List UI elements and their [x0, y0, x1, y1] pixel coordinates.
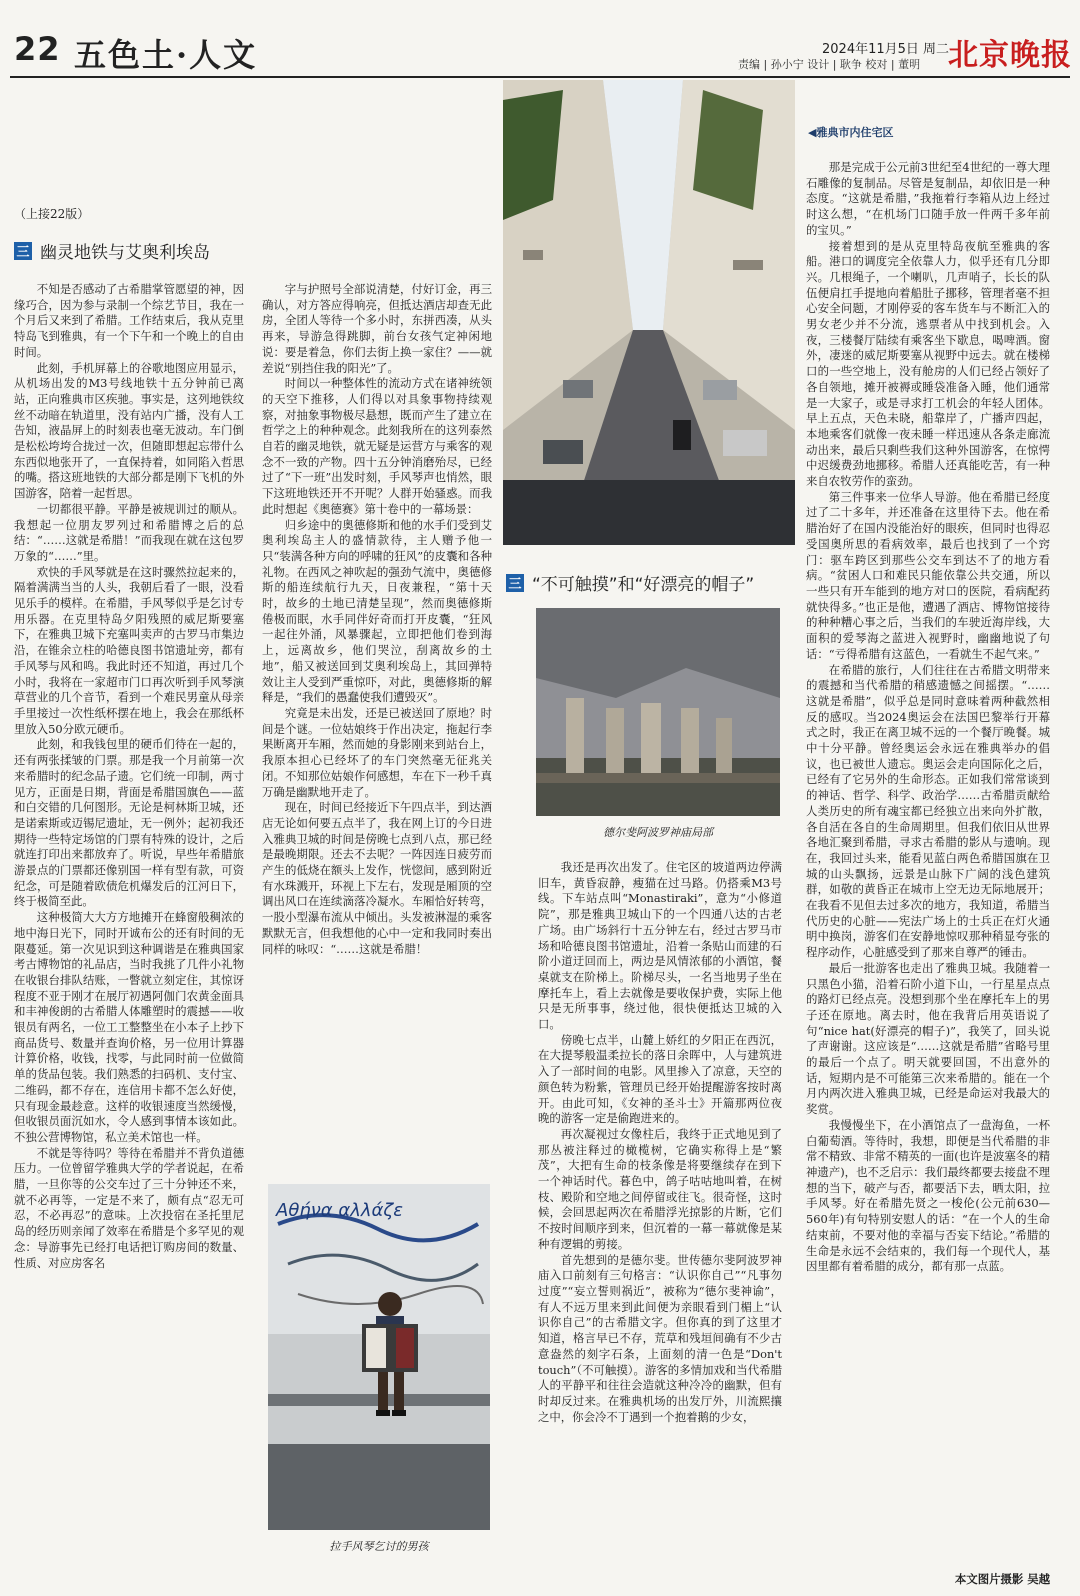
accordion-photo-caption: 拉手风琴乞讨的男孩 [329, 1540, 429, 1553]
header-rule [10, 76, 1070, 78]
paragraph: 时间以一种整体性的流动方式在诸神统领的天空下推移，人们得以对具象事物持续观察，对抽象事物极尽悬想，既而产生了建立在哲学之上的种种观念。此刻我所在的这列泰然自若的幽灵地铁，就无疑是运营方与乘客的观念不一致的产物。四十五分钟消磨殆尽，已经过了“下一班”出发时刻，手风琴声也悄然，眼下这班地铁还开不开呢？人群开始骚惑。而我此时想起《奥德赛》第十卷中的一幕场景： [262, 376, 492, 516]
accordion-boy-photo [268, 1184, 490, 1530]
paragraph: 归乡途中的奥德修斯和他的水手们受到艾奥利埃岛主人的盛情款待，主人赠予他一只“装满各种方向的呼啸的狂风”的皮囊和各种礼物。在西风之神吹起的强劲气流中，奥德修斯的船连续航行九天，日夜兼程，“第十天时，故乡的土地已清楚呈现”，然而奥德修斯倦极而眠，水手同伴好奇而打开皮囊，“狂风一起往外涌，风暴骤起，立即把他们卷到海上，远离故乡，他们哭泣，刮离故乡的土地”，船又被送回到艾奥利埃岛上，其回弹特效让主人受到严重惊吓，对此，奥德修斯的解释是，“我们的愚蠢使我们遭毁灭”。 [262, 517, 492, 705]
paragraph: 这种极简大大方方地摊开在蜂窗般稠浓的地中海日光下，同时开诚布公的还有时间的无限蔓延。第一次见识到这种调谐是在雅典国家考古博物馆的礼品店，当时我挑了几件小礼物在收银台排队结账，一瞥就立刻定住，其惊讶程度不亚于刚才在展厅初遇阿伽门农黄金面具和丰神俊朗的古希腊人体雕塑时的震撼——收银员有两名，一位工工整整坐在小本子上抄下商品货号、数量并查询价格，另一位用计算器计算价格，收钱，找零，与此同时前一位做简单的货品包装。我们熟悉的扫码机、支付宝、二维码，都不存在，连信用卡都不怎么好使，只有现金最趁意。这样的收银速度当然缓慢，但收银员面沉如水，令人感到事情本该如此。不独公营博物馆，私立美术馆也一样。 [14, 910, 244, 1144]
paragraph: 接着想到的是从克里特岛夜航至雅典的客船。港口的调度完全依靠人力，似乎还有几分即兴。几根绳子，一个喇叭，几声哨子，长长的队伍便肩扛手提地向着船肚子挪移，管理者毫不担心安全问题，才刚停妥的客车货车与不断汇入的男女老少并不分流，逃票者从中找到机会。入夜，三楼餐厅陆续有乘客坐下歇息，喝啤酒。窗外，凄迷的威尼斯要塞从视野中远去。就在楼梯口的一些空地上，没有舱房的人们已经占领好了各自领地，摊开被褥或睡袋准备入睡，他们通常是一大家子，或是寻求打工机会的年轻人团体。早上五点，天色未晓，船靠岸了，广播声四起，本地乘客们就像一夜未睡一样迅速从各条走廊流动出来，最后只剩些我们这种外国游客，在惊愕中迟缓费劲地挪移。希腊人还真能吃苦，有一种来自农牧劳作的蛮劲。 [806, 238, 1050, 489]
page-number: 22 [14, 30, 61, 68]
graffiti-text: Αθήνα αλλάζε [276, 1200, 403, 1221]
paragraph: 再次凝视过女像柱后，我终于正式地见到了那丛被注释过的橄榄树，它确实称得上是“繁茂”，大把有生命的枝条像是将要继续存在到下一个神话时代。暮色中，鸽子咕咕地叫着，在树枝、殿阶和空地之间停留或往飞。很奇怪，这时候，会回思起两次在希腊浮光掠影的片断，它们不按时间顺序到来，但沉着的一幕一幕就像是某种有逻辑的剪接。 [538, 1126, 782, 1251]
issue-date: 2024年11月5日 周二 [822, 42, 950, 57]
paragraph: 傍晚七点半，山麓上娇红的夕阳正在西沉，在大提琴般温柔拉长的落日余晖中，人与建筑进入了一部时间的电影。风里掺入了凉意，天空的颜色转为粉紫，管理员已经开始提醒游客按时离开。由此可知，《女神的圣斗士》开篇那两位夜晚的游客一定是偷跑进来的。 [538, 1032, 782, 1126]
article-column-1 [14, 282, 244, 1586]
paragraph: 现在，时间已经接近下午四点半，到达酒店无论如何要五点半了，我在网上订的今日进入雅典卫城的时间是傍晚七点到八点，那已经是最晚期限。还去不去呢？一阵因连日疲劳而产生的低烧在额头上发作，恍惚间，感到附近有水珠溅开，环视上下左右，发现是厢顶的空调出风口在连续滴落冷凝水。车厢恰好转弯，一股小型瀑布流从中倾出。头发被淋湿的乘客默默无言，但我想他的心中一定和我同时奏出同样的咏叹：“……这就是希腊！ [262, 800, 492, 956]
paragraph: 首先想到的是德尔斐。世传德尔斐阿波罗神庙入口前刻有三句格言：“认识你自己”“凡事勿过度”“妄立誓则祸近”，被称为“德尔斐神谕”，有人不远万里来到此间便为亲眼看到门楣上“认识你自己”的古希腊文字。但你真的到了这里才知道，格言早已不存，荒草和残垣间确有不少古意盎然的刻字石条，上面刻的清一色是“Don't touch”（不可触摸）。游客的多情加戏和当代希腊人的平静平和往往会造就这种冷冷的幽默，但有时却反过来。在雅典机场的出发厅外，川流熙攘之中，你会冷不丁遇到一个抱着鹅的少女， [538, 1252, 782, 1424]
section-title-2: “不可触摸”和“好漂亮的帽子” [532, 575, 755, 595]
paragraph: 那是完成于公元前3世纪至4世纪的一尊大理石雕像的复制品。尽管是复制品，却依旧是一种态度。“这就是希腊，”我拖着行李箱从边上经过时这么想，“在机场门口随手放一件两千多年前的宝贝。” [806, 160, 1050, 237]
paragraph: 我还是再次出发了。住宅区的坡道两边停满旧车，黄昏寂静，瘦猫在过马路。仍搭乘M3号线。下车站点叫“Monastiraki”，意为“小修道院”，那是雅典卫城山下的一个四通八达的古老广场。由广场斜行十五分钟左右，经过古罗马市场和哈德良图书馆遗址，沿着一条贴山而建的石阶小道迂回而上，两边是风情浓郁的小酒馆，餐桌就支在阶梯上。阶梯尽头，一名当地男子坐在摩托车上，看上去就像是要收保护费，实际上他只是无所事事，绕过他，很快便抵达卫城的入口。 [538, 860, 782, 1032]
photo-credit: 本文图片摄影 吴越 [954, 1572, 1050, 1586]
delphi-photo-caption: 德尔斐阿波罗神庙局部 [603, 826, 713, 839]
section-marker-icon: 三 [14, 242, 32, 260]
athens-street-photo [503, 80, 795, 545]
section-marker-icon: 三 [506, 574, 524, 592]
section-title-1: 幽灵地铁与艾奥利埃岛 [40, 243, 210, 263]
paragraph: 欢快的手风琴就是在这时骤然拉起来的，隔着满满当当的人头，我朝后看了一眼，没看见乐手的模样。在希腊，手风琴似乎是乞讨专用乐器。在克里特岛夕阳残照的威尼斯要塞下，在雅典卫城下充塞叫卖声的古罗马市集边沿，在锥余立柱的哈德良图书馆遗址旁，都有手风琴与风和鸣。我此时还不知道，再过几个小时，我将在一家超市门口再次听到手风琴演草营业的几个音节，看到一个难民男童从母亲手里接过一次性纸杯摆在地上，我会在那纸杯里放入50分欧元硬币。 [14, 564, 244, 736]
article-column-3 [538, 860, 782, 1586]
paragraph: 此刻，手机屏幕上的谷歌地图应用显示，从机场出发的M3号线地铁十五分钟前已离站，正向雅典市区疾驰。事实是，这列地铁纹丝不动暗在轨道里，没有站内广播，没有人工告知，液晶屏上的时刻表也毫无波动。车门倒是松松垮垮合拢过一次，但随即想起忘带什么东西似地张开了，一直保持着，如同陷入哲思的嘴。搭这班地铁的大部分都是刚下飞机的外国游客，陪着一起哲思。 [14, 360, 244, 501]
paragraph: 在希腊的旅行，人们往往在古希腊文明带来的震撼和当代希腊的稍感遗憾之间摇摆。“……这就是希腊”，似乎总是同时意味着两种截然相反的感叹。当2024奥运会在法国巴黎举行开幕式之时，我正在离卫城不远的一个餐厅晚餐。城中十分平静。曾经奥运会永远在雅典举办的倡议，也已被世人遗忘。奥运会走向国际化之后，已经有了它另外的生命形态。正如我们常常谈到的神话、哲学、科学、政治学……古希腊贡献给人类历史的所有魂宝都已经独立出来向外扩散，各自活在各自的生命周期里。但我们依旧从世界各地汇聚到希腊，寻求古希腊的影从与遗响。现在，我回过头来，能看见蓝白两色希腊国旗在卫城的山头飘扬，远景是山脉下广阔的浅色建筑群，如敬的黄昏正在城市上空无边无际地展开；在我看不见但去过多次的地方，我知道，希腊当代历史的心脏——宪法广场上的士兵正在灯火通明中换岗，游客们在安静地惊叹那种稍显夸张的程序动作，心脏感受到了那来自尊严的锤击。 [806, 662, 1050, 960]
paragraph: 一切都很平静。平静是被规训过的顺从。我想起一位朋友罗列过和希腊博之后的总结：“……这就是希腊！”而我现在就在这包罗万象的“……”里。 [14, 501, 244, 563]
paragraph: 究竟是未出发，还是已被送回了原地？时间是个谜。一位姑娘终于作出决定，拖起行李果断离开车厢，然而她的身影刚来到站台上，我原本担心已经坏了的车门突然毫无征兆关闭。不知那位姑娘作何感想，车在下一秒千真万确是幽默地开走了。 [262, 705, 492, 799]
section-name: 五色土·人文 [74, 36, 258, 74]
delphi-temple-photo [536, 608, 780, 816]
masthead-logo: 北京晚报 [948, 38, 1072, 73]
paragraph: 字与护照号全部说清楚，付好订金，再三确认，对方答应得响亮，但抵达酒店却查无此房，全团人等待一个多小时，东拼西凑，从头再来，导游急得跳脚，前台女孩气定神闲地说：要是着急，你们去街上换一家住？——就差说“别挡住我的阳光”了。 [262, 282, 492, 375]
paragraph: 我慢慢坐下，在小酒馆点了一盘海鱼，一杯白葡萄酒。等待时，我想，即便是当代希腊的非常不精致、非常不精英的一面(也许是波塞冬的精神遗产)，也不乏启示：我们最终都要去接盘不理想的当下，破产与否，都要活下去，晒太阳，拉手风琴。好在希腊先贤之一梭伦(公元前630—560年)有句特别安慰人的话：“在一个人的生命结束前，不要对他的幸福与否妄下结论。”希腊的生命是永远不会结束的，我们每一个现代人，基因里都有着希腊的成分，都有那一点蓝。 [806, 1117, 1050, 1274]
paragraph: 不知是否感动了古希腊掌管愿望的神，因缘巧合，因为参与录制一个综艺节目，我在一个月后又来到了希腊。工作结束后，我从克里特岛飞到雅典，有一个下午和一个晚上的自由时间。 [14, 282, 244, 359]
street-photo-caption: ◀雅典市内住宅区 [808, 126, 894, 139]
article-column-2 [262, 282, 492, 1172]
paragraph: 此刻，和我钱包里的硬币们待在一起的，还有两张揉皱的门票。那是我一个月前第一次来希腊时的纪念品子遗。它们统一印制，两寸见方，正面是日期，背面是希腊国旗色——蓝和白交错的几何图形。无论是柯林斯卫城，还是诺索斯或迈锡尼遗址，无一例外；起初我还期待一些特定场馆的门票有特殊的设计，之后就连打印出来都放弃了。听说，早些年希腊旅游景点的门票都还像别国一样有型有款，可资纪念，可是随着欧债危机爆发后的江河日下，终于极简至此。 [14, 737, 244, 909]
staff-credits: 责编 | 孙小宁 设计 | 耿争 校对 | 董明 [738, 58, 921, 71]
article-column-4 [806, 160, 1050, 1570]
paragraph: 第三件事来一位华人导游。他在希腊已经度过了二十多年，并还准备在这里待下去。他在希腊治好了在国内没能治好的眼疾，但同时也得忍受国奥所思的看病效率，最后也找到了一个窍门：驱车跨区到那些公交车到达不了的地方看病。“贫困人口和难民只能依靠公共交通，所以一些只有开车能到的地方对口的医院，看病配药就快得多。”也正是他，遭遇了酒店、博物馆接待的种种糟心事之后，当我们的车驶近海岸线，大面积的爱琴海之蓝进入视野时，幽幽地说了句话：“亏得希腊有这蓝色，一看就生不起气来。” [806, 489, 1050, 661]
section-heading-2 [506, 570, 754, 595]
paragraph: 不就是等待吗？等待在希腊并不背负道德压力。一位曾留学雅典大学的学者说起，在希腊，一旦你等的公交车过了三十分钟还不来，就不必再等，一定是不来了，颇有点“忍无可忍，不必再忍”的意味。上次投宿在圣托里尼岛的经历则亲闻了效率在希腊是个多罕见的观念：导游事先已经打电话把订购房间的数量、性质、对应房客名 [14, 1145, 244, 1270]
paragraph: 最后一批游客也走出了雅典卫城。我随着一只黑色小猫，沿着石阶小道下山，一行星星点点的路灯已经点亮。没想到那个坐在摩托车上的男子还在原地。离去时，他在我背后用英语说了句“nice hat(好漂亮的帽子)”，我笑了，回头说了声谢谢。这应该是“……这就是希腊”省略号里的最后一个点了。明天就要回国，不出意外的话，短期内是不可能第三次来希腊的。能在一个月内两次进入雅典卫城，已经是命运对我最大的奖赏。 [806, 960, 1050, 1117]
continuation-note: （上接22版） [14, 207, 90, 221]
section-heading-1 [14, 238, 210, 263]
